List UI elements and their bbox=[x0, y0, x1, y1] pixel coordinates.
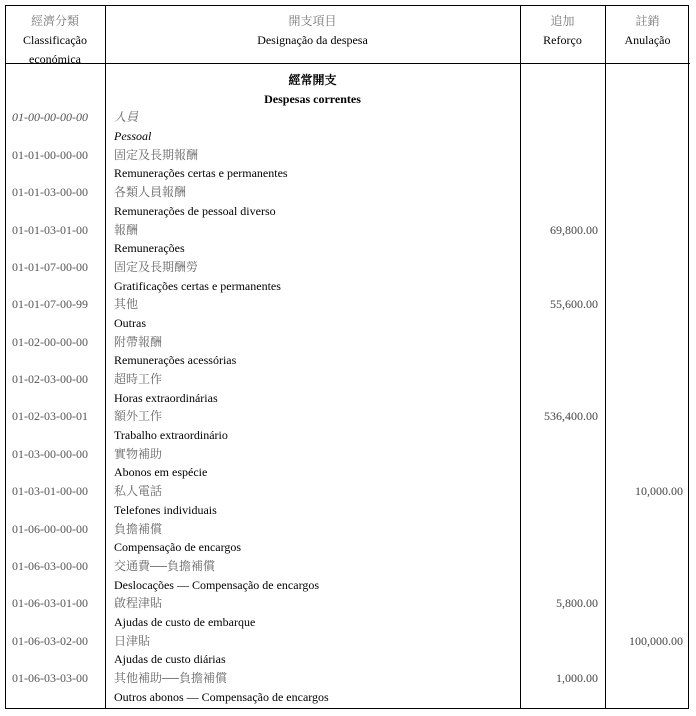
table-row bbox=[5, 557, 690, 576]
economic-code: 01-02-03-00-01 bbox=[12, 409, 88, 424]
anulacao-value bbox=[605, 295, 690, 314]
header-text: 註銷 bbox=[635, 14, 660, 28]
table-row bbox=[5, 370, 690, 389]
reforco-value bbox=[520, 183, 605, 202]
designation-pt: Remunerações acessórias bbox=[114, 353, 237, 368]
table-row bbox=[5, 482, 690, 501]
designation-zh: 其他補助──負擔補償 bbox=[114, 671, 228, 685]
designation-zh: 固定及長期報酬 bbox=[114, 147, 199, 162]
header-text: 追加 bbox=[550, 14, 575, 28]
table-row-continuation bbox=[5, 463, 690, 482]
table-row bbox=[5, 669, 690, 688]
table-row-continuation bbox=[5, 426, 690, 445]
table-row-continuation bbox=[5, 389, 690, 408]
reforco-value bbox=[520, 482, 605, 501]
reforco-value bbox=[520, 146, 605, 165]
economic-code: 01-02-00-00-00 bbox=[12, 334, 88, 349]
designation-zh: 日津貼 bbox=[114, 633, 151, 648]
designation-zh: 私人電話 bbox=[114, 484, 163, 499]
economic-code: 01-01-07-00-00 bbox=[12, 259, 88, 274]
designation-zh: 固定及長期酬勞 bbox=[114, 259, 199, 274]
table-row bbox=[5, 146, 690, 165]
table-row-continuation bbox=[5, 576, 690, 595]
anulacao-value bbox=[605, 669, 690, 688]
anulacao-value bbox=[605, 370, 690, 389]
economic-code: 01-06-03-02-00 bbox=[12, 633, 88, 648]
economic-code: 01-01-00-00-00 bbox=[12, 147, 88, 162]
header-reforco bbox=[520, 12, 605, 50]
economic-code: 01-06-00-00-00 bbox=[12, 521, 88, 536]
reforco-value: 536,400.00 bbox=[544, 409, 598, 424]
reforco-value bbox=[520, 632, 605, 651]
economic-code: 01-00-00-00-00 bbox=[12, 110, 88, 125]
designation-pt: Outros abonos — Compensação de encargos bbox=[114, 689, 329, 704]
table-row bbox=[5, 520, 690, 539]
reforco-value bbox=[520, 557, 605, 576]
reforco-value bbox=[520, 258, 605, 277]
table-row bbox=[5, 258, 690, 277]
header-text: 開支項目 bbox=[288, 14, 337, 28]
economic-code: 01-01-03-00-00 bbox=[12, 185, 88, 200]
designation-zh: 啟程津貼 bbox=[114, 596, 163, 611]
designation-zh: 交通費──負擔補償 bbox=[114, 558, 216, 573]
anulacao-value bbox=[605, 146, 690, 165]
anulacao-value bbox=[605, 183, 690, 202]
anulacao-value bbox=[605, 108, 690, 127]
designation-pt: Trabalho extraordinário bbox=[114, 428, 228, 443]
designation-zh: 實物補助 bbox=[114, 446, 163, 461]
header-text: Designação da despesa bbox=[257, 33, 368, 47]
table-row-continuation bbox=[5, 277, 690, 296]
table-row bbox=[5, 445, 690, 464]
designation-pt: Compensação de encargos bbox=[114, 540, 242, 555]
designation-pt: Remunerações de pessoal diverso bbox=[114, 203, 276, 218]
header-text: Classificação bbox=[23, 33, 87, 47]
economic-code: 01-03-01-00-00 bbox=[12, 484, 88, 499]
designation-pt: Telefones individuais bbox=[114, 502, 217, 517]
table-row bbox=[5, 407, 690, 426]
anulacao-value bbox=[605, 258, 690, 277]
designation-zh: 人員 bbox=[114, 110, 139, 125]
header-text: económica bbox=[29, 52, 81, 66]
reforco-value: 5,800.00 bbox=[556, 596, 598, 611]
designation-zh: 附帶報酬 bbox=[114, 334, 163, 349]
designation-pt: Pessoal bbox=[114, 129, 152, 144]
designation-pt: Horas extraordinárias bbox=[114, 390, 218, 405]
reforco-value: 1,000.00 bbox=[556, 671, 598, 685]
designation-zh: 負擔補償 bbox=[114, 521, 163, 536]
anulacao-value bbox=[605, 445, 690, 464]
table-row-continuation bbox=[5, 164, 690, 183]
designation-zh: 各類人員報酬 bbox=[114, 185, 187, 200]
anulacao-value: 100,000.00 bbox=[629, 633, 683, 648]
designation-zh: 其他 bbox=[114, 297, 139, 312]
reforco-value bbox=[520, 520, 605, 539]
table-row-continuation bbox=[5, 538, 690, 557]
economic-code: 01-01-03-01-00 bbox=[12, 222, 88, 237]
table-row bbox=[5, 108, 690, 127]
reforco-value bbox=[520, 108, 605, 127]
designation-zh: 額外工作 bbox=[114, 409, 163, 424]
designation-pt: Ajudas de custo de embarque bbox=[114, 614, 256, 629]
table-row bbox=[5, 594, 690, 613]
economic-code: 01-01-07-00-99 bbox=[12, 297, 88, 312]
anulacao-value: 10,000.00 bbox=[635, 484, 683, 499]
header-text: 經濟分類 bbox=[30, 14, 79, 28]
economic-code: 01-02-03-00-00 bbox=[12, 372, 88, 386]
header-divider bbox=[5, 63, 690, 64]
table-row-continuation bbox=[5, 127, 690, 146]
anulacao-value bbox=[605, 520, 690, 539]
economic-code: 01-06-03-03-00 bbox=[12, 671, 88, 685]
table-row bbox=[5, 333, 690, 352]
reforco-value: 55,600.00 bbox=[550, 297, 598, 312]
anulacao-value bbox=[605, 594, 690, 613]
anulacao-value bbox=[605, 333, 690, 352]
table-row-continuation bbox=[5, 202, 690, 221]
anulacao-value bbox=[605, 557, 690, 576]
table-row-continuation bbox=[5, 688, 690, 707]
designation-pt: Gratificações certas e permanentes bbox=[114, 278, 281, 293]
table-row bbox=[5, 221, 690, 240]
anulacao-value bbox=[605, 221, 690, 240]
designation-pt: Abonos em espécie bbox=[114, 465, 208, 480]
header-text: Anulação bbox=[624, 33, 671, 47]
economic-code: 01-06-03-01-00 bbox=[12, 596, 88, 611]
header-text: Reforço bbox=[543, 33, 582, 47]
table-row bbox=[5, 632, 690, 651]
section-title-zh: 經常開支 bbox=[288, 73, 337, 87]
table-row-continuation bbox=[5, 314, 690, 333]
table-row-continuation bbox=[5, 351, 690, 370]
table-row-continuation bbox=[5, 501, 690, 520]
header-anulacao bbox=[605, 12, 690, 50]
header-classificacao bbox=[5, 12, 105, 69]
table-body bbox=[5, 71, 690, 706]
anulacao-value bbox=[605, 407, 690, 426]
reforco-value bbox=[520, 445, 605, 464]
section-title-pt: Despesas correntes bbox=[264, 91, 361, 106]
reforco-value: 69,800.00 bbox=[550, 222, 598, 237]
table-row-continuation bbox=[5, 239, 690, 258]
designation-pt: Remunerações certas e permanentes bbox=[114, 166, 288, 181]
designation-zh: 報酬 bbox=[114, 222, 139, 237]
table-row-continuation bbox=[5, 650, 690, 669]
reforco-value bbox=[520, 370, 605, 389]
designation-pt: Ajudas de custo diárias bbox=[114, 652, 226, 667]
economic-code: 01-03-00-00-00 bbox=[12, 446, 88, 461]
designation-pt: Remunerações bbox=[114, 241, 185, 256]
reforco-value bbox=[520, 333, 605, 352]
designation-zh: 超時工作 bbox=[114, 372, 163, 386]
header-designacao bbox=[105, 12, 520, 50]
designation-pt: Outras bbox=[114, 315, 146, 330]
designation-pt: Deslocações — Compensação de encargos bbox=[114, 577, 320, 592]
economic-code: 01-06-03-00-00 bbox=[12, 558, 88, 573]
table-row-continuation bbox=[5, 613, 690, 632]
table-row bbox=[5, 295, 690, 314]
table-row bbox=[5, 183, 690, 202]
